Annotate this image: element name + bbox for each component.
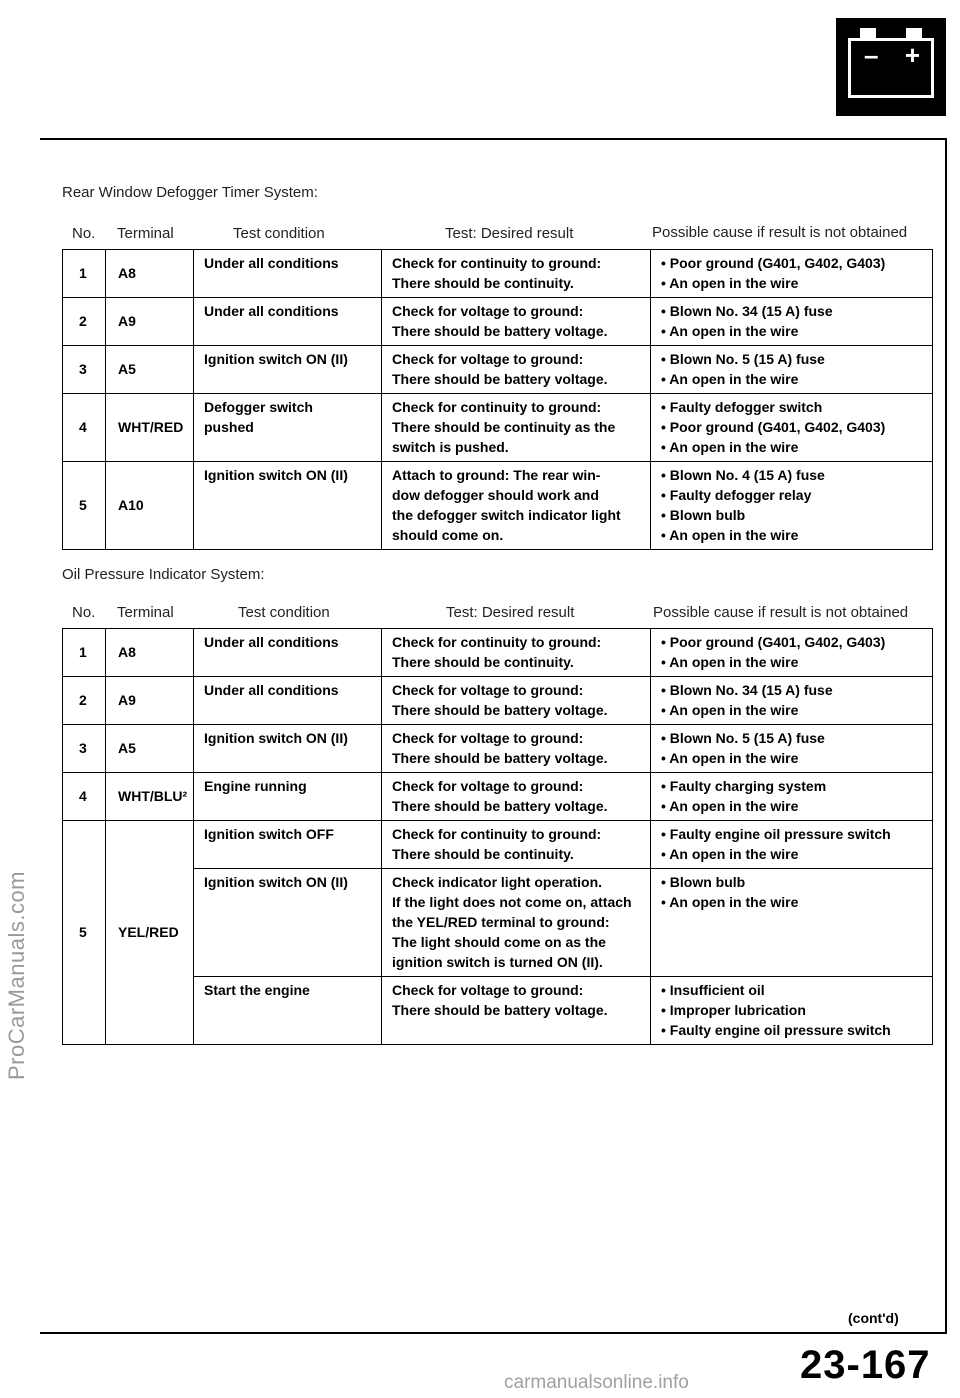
page-number: 23-167 [800,1343,931,1387]
result-cell-line: Check indicator light operation. [392,874,603,890]
condition-cell-line: Under all conditions [204,634,339,650]
result-cell-line: The light should come on as the [392,934,606,950]
rear-header-terminal: Terminal [117,225,174,242]
condition-cell [194,394,382,462]
battery-icon [836,18,946,116]
cause-cell-line: • Blown No. 4 (15 A) fuse [661,467,825,483]
condition-cell-line: pushed [204,419,254,435]
rear-defogger-table [62,249,933,550]
row-number: 4 [63,394,106,462]
row-number: 4 [63,773,106,821]
table-row [63,250,933,298]
terminal-cell: A9 [106,677,194,725]
result-cell-line: the defogger switch indicator light [392,507,621,523]
rear-defogger-title: Rear Window Defogger Timer System: [62,184,318,201]
row-number: 3 [63,725,106,773]
table-row [63,869,933,977]
condition-cell-line: Under all conditions [204,682,339,698]
terminal-cell: WHT/RED [106,394,194,462]
condition-cell [194,298,382,346]
result-cell-line: Check for continuity to ground: [392,399,602,415]
cause-cell-line: • Blown bulb [661,874,746,890]
cause-cell [651,773,933,821]
cause-cell-line: • Faulty charging system [661,778,827,794]
table-row [63,394,933,462]
table-row [63,725,933,773]
cause-cell [651,462,933,550]
result-cell-line: There should be battery voltage. [392,702,608,718]
cause-cell [651,677,933,725]
result-cell [382,977,651,1045]
cause-cell [651,629,933,677]
cause-cell-line: • Poor ground (G401, G402, G403) [661,634,886,650]
result-cell-line: If the light does not come on, attach [392,894,632,910]
row-number: 5 [63,462,106,550]
result-cell [382,773,651,821]
cause-cell-line: • An open in the wire [661,371,799,387]
result-cell-line: There should be battery voltage. [392,323,608,339]
condition-cell [194,977,382,1045]
condition-cell [194,629,382,677]
condition-cell-line: Ignition switch ON (II) [204,467,348,483]
oil-pressure-title: Oil Pressure Indicator System: [62,566,265,583]
cause-cell-line: • An open in the wire [661,894,799,910]
cause-cell-line: • Insufficient oil [661,982,765,998]
result-cell-line: Check for voltage to ground: [392,778,584,794]
result-cell [382,346,651,394]
condition-cell-line: Start the engine [204,982,310,998]
result-cell-line: Check for voltage to ground: [392,303,584,319]
side-watermark: ProCarManuals.com [4,870,29,1080]
result-cell-line: There should be continuity. [392,275,574,291]
result-cell [382,462,651,550]
table-row [63,977,933,1045]
result-cell-line: Check for continuity to ground: [392,634,602,650]
page-frame-top [40,138,947,140]
result-cell-line: Check for voltage to ground: [392,682,584,698]
cause-cell-line: • An open in the wire [661,275,799,291]
cause-cell-line: • Faulty defogger relay [661,487,812,503]
row-number: 2 [63,298,106,346]
terminal-cell: A5 [106,725,194,773]
result-cell [382,394,651,462]
oil-header-terminal: Terminal [117,604,174,621]
result-cell-line: switch is pushed. [392,439,509,455]
result-cell-line: dow defogger should work and [392,487,599,503]
table-row [63,346,933,394]
condition-cell-line: Ignition switch ON (II) [204,874,348,890]
result-cell-line: There should be battery voltage. [392,371,608,387]
condition-cell-line: Under all conditions [204,255,339,271]
result-cell-line: Check for voltage to ground: [392,351,584,367]
row-number: 1 [63,629,106,677]
table-row [63,298,933,346]
condition-cell-line: Ignition switch ON (II) [204,730,348,746]
cause-cell-line: • Faulty engine oil pressure switch [661,826,891,842]
footer-watermark: carmanualsonline.info [504,1372,689,1393]
cause-cell [651,821,933,869]
rear-header-result: Test: Desired result [445,225,574,242]
terminal-cell: A9 [106,298,194,346]
oil-header-result: Test: Desired result [446,604,575,621]
condition-cell [194,725,382,773]
terminal-cell: A10 [106,462,194,550]
condition-cell-line: Ignition switch ON (II) [204,351,348,367]
result-cell-line: There should be battery voltage. [392,1002,608,1018]
condition-cell [194,773,382,821]
cause-cell-line: • An open in the wire [661,798,799,814]
oil-header-condition: Test condition [238,604,330,621]
cause-cell [651,977,933,1045]
condition-cell [194,250,382,298]
oil-header-cause: Possible cause if result is not obtained [653,604,909,621]
condition-cell [194,462,382,550]
cause-cell [651,394,933,462]
condition-cell-line: Engine running [204,778,307,794]
result-cell [382,725,651,773]
result-cell [382,677,651,725]
oil-pressure-table [62,628,933,1045]
result-cell [382,869,651,977]
cause-cell-line: • Blown No. 34 (15 A) fuse [661,682,833,698]
result-cell-line: Check for voltage to ground: [392,730,584,746]
cause-cell-line: • An open in the wire [661,527,799,543]
battery-positive-symbol: + [904,40,920,70]
page-frame-right [945,138,947,1334]
result-cell-line: should come on. [392,527,504,543]
cause-cell [651,250,933,298]
terminal-cell: A8 [106,629,194,677]
cause-cell-line: • An open in the wire [661,654,799,670]
terminal-cell: A8 [106,250,194,298]
cause-cell [651,869,933,977]
result-cell [382,298,651,346]
result-cell [382,821,651,869]
cause-cell-line: • Poor ground (G401, G402, G403) [661,255,886,271]
result-cell-line: the YEL/RED terminal to ground: [392,914,610,930]
result-cell-line: There should be continuity as the [392,419,616,435]
cause-cell-line: • Blown bulb [661,507,746,523]
row-number: 1 [63,250,106,298]
cause-cell-line: • An open in the wire [661,702,799,718]
table-row [63,462,933,550]
result-cell-line: There should be continuity. [392,654,574,670]
result-cell-line: There should be continuity. [392,846,574,862]
cause-cell-line: • An open in the wire [661,323,799,339]
cause-cell-line: • Faulty defogger switch [661,399,823,415]
result-cell-line: Check for voltage to ground: [392,982,584,998]
cause-cell-line: • Poor ground (G401, G402, G403) [661,419,886,435]
cause-cell [651,346,933,394]
rear-header-cause: Possible cause if result is not obtained [652,224,908,241]
terminal-cell: A5 [106,346,194,394]
battery-negative-symbol: – [864,40,879,70]
table-row [63,773,933,821]
condition-cell [194,346,382,394]
cause-cell-line: • An open in the wire [661,750,799,766]
result-cell-line: There should be battery voltage. [392,750,608,766]
cause-cell-line: • Blown No. 5 (15 A) fuse [661,730,825,746]
table-row [63,821,933,869]
terminal-cell: YEL/RED [106,821,194,1045]
row-number: 2 [63,677,106,725]
cause-cell-line: • An open in the wire [661,846,799,862]
terminal-cell: WHT/BLU² [106,773,194,821]
result-cell [382,629,651,677]
cause-cell-line: • Faulty engine oil pressure switch [661,1022,891,1038]
result-cell [382,250,651,298]
cause-cell-line: • Blown No. 5 (15 A) fuse [661,351,825,367]
condition-cell-line: Ignition switch OFF [204,826,334,842]
result-cell-line: ignition switch is turned ON (II). [392,954,603,970]
cause-cell-line: • Improper lubrication [661,1002,806,1018]
rear-header-condition: Test condition [233,225,325,242]
oil-header-no: No. [72,604,96,621]
row-number: 3 [63,346,106,394]
page-frame-bottom [40,1332,947,1334]
table-row [63,629,933,677]
cause-cell [651,725,933,773]
condition-cell [194,869,382,977]
result-cell-line: Attach to ground: The rear win- [392,467,601,483]
cause-cell-line: • Blown No. 34 (15 A) fuse [661,303,833,319]
cause-cell-line: • An open in the wire [661,439,799,455]
continued-label: (cont'd) [848,1310,899,1326]
row-number: 5 [63,821,106,1045]
condition-cell-line: Defogger switch [204,399,313,415]
table-row [63,677,933,725]
condition-cell [194,821,382,869]
result-cell-line: There should be battery voltage. [392,798,608,814]
condition-cell [194,677,382,725]
condition-cell-line: Under all conditions [204,303,339,319]
result-cell-line: Check for continuity to ground: [392,826,602,842]
cause-cell [651,298,933,346]
rear-header-no: No. [72,225,96,242]
result-cell-line: Check for continuity to ground: [392,255,602,271]
